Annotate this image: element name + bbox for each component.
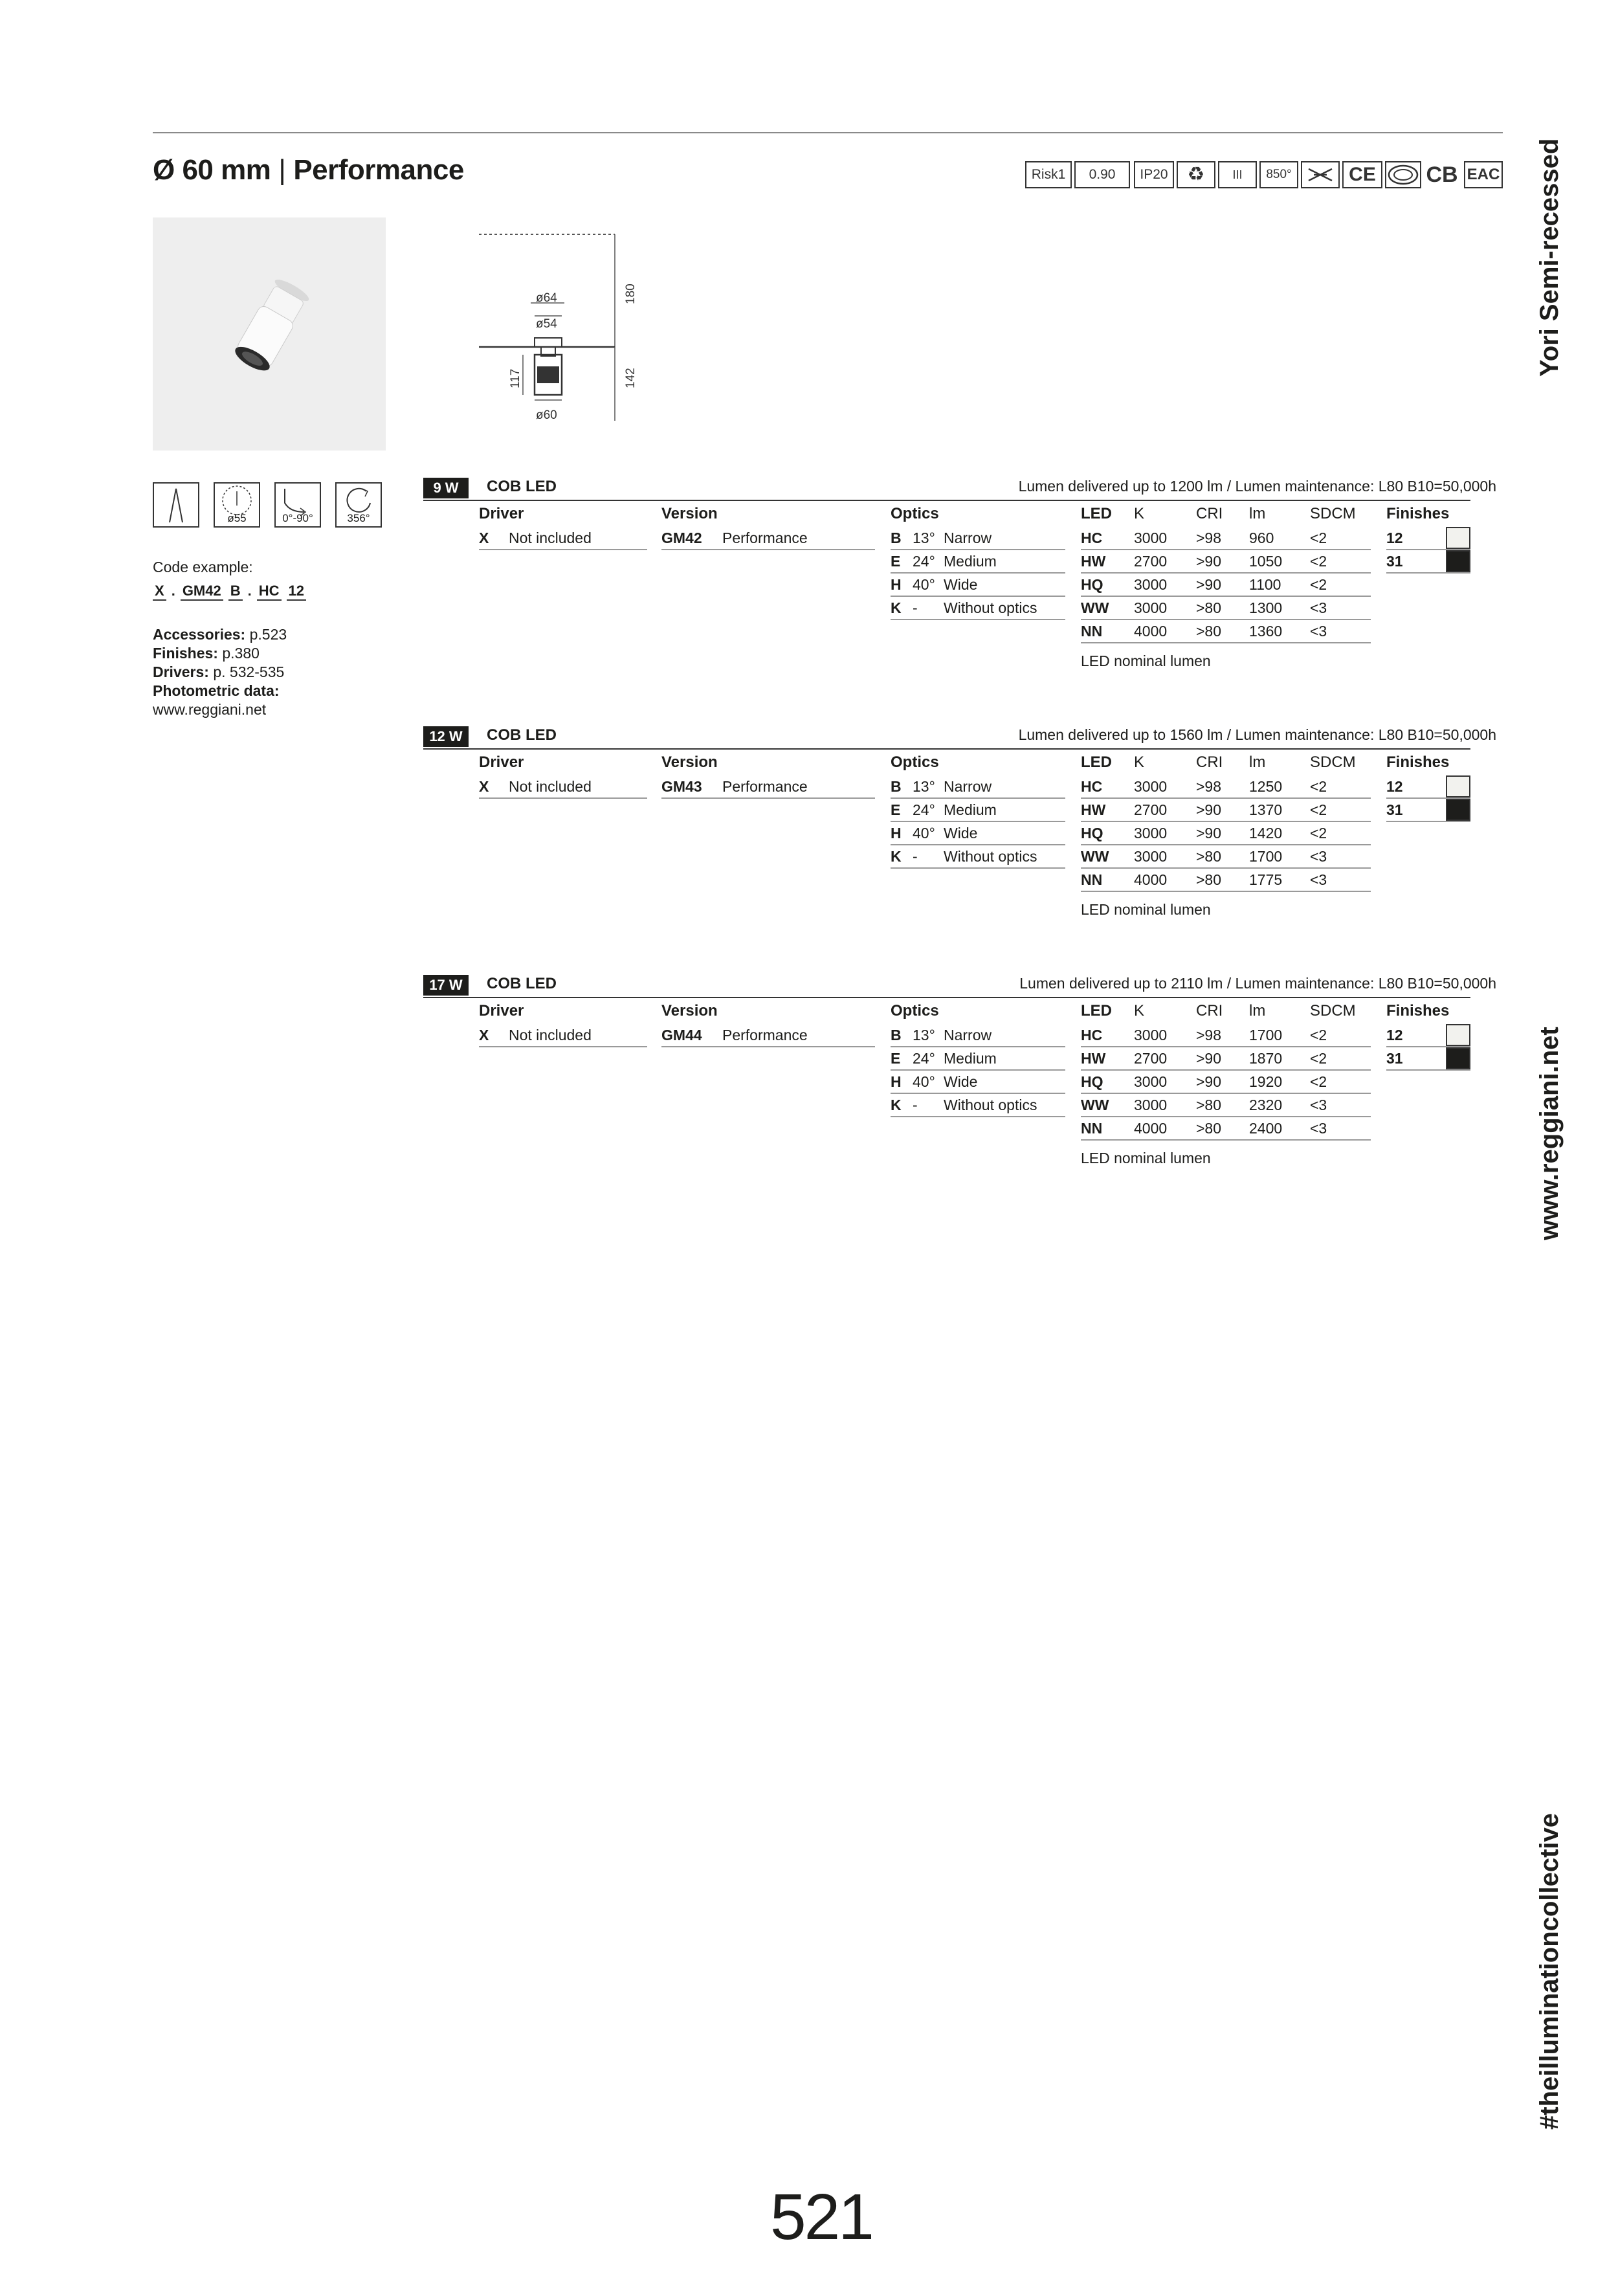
finish-rule: [1386, 572, 1470, 574]
beam-icon: [153, 482, 199, 528]
led-k: 3000: [1134, 778, 1168, 795]
version-name: Performance: [722, 529, 808, 546]
tilt-label: 0°-90°: [282, 512, 313, 524]
led-cri: >90: [1196, 825, 1222, 841]
led-sdcm: <2: [1310, 825, 1327, 841]
driver-header: Driver: [479, 505, 524, 522]
driver-code: X: [479, 1027, 489, 1043]
led-sdcm: <3: [1310, 1097, 1327, 1113]
title-name: Performance: [293, 154, 464, 186]
photometric-link[interactable]: www.reggiani.net: [153, 701, 267, 718]
optics-angle: 24°: [913, 801, 935, 818]
driver-rule: [479, 1046, 647, 1047]
optics-rule: [891, 844, 1065, 845]
accessories-ref: [153, 625, 287, 644]
finish-swatch[interactable]: [1446, 799, 1470, 821]
code-part-optics: B: [228, 583, 243, 601]
optics-angle: 13°: [913, 778, 935, 795]
lm-header: lm: [1249, 753, 1266, 771]
led-code: HC: [1081, 778, 1103, 795]
optics-angle: -: [913, 1097, 918, 1113]
eac-mark: EAC: [1464, 161, 1503, 188]
version-code: GM42: [661, 529, 702, 546]
optics-rule: [891, 619, 1065, 620]
led-k: 3000: [1134, 848, 1168, 865]
led-cri: >98: [1196, 778, 1222, 795]
led-note: LED nominal lumen: [1081, 652, 1211, 669]
power-factor-badge: 0.90: [1074, 161, 1130, 188]
version-rule: [661, 1046, 875, 1047]
led-k: 4000: [1134, 871, 1168, 888]
optics-rule: [891, 549, 1065, 550]
led-note: LED nominal lumen: [1081, 901, 1211, 918]
optics-name: Narrow: [944, 778, 992, 795]
finishes-header: Finishes: [1386, 753, 1450, 771]
version-header: Version: [661, 1002, 718, 1020]
led-lm: 1920: [1249, 1073, 1283, 1090]
led-cri: >98: [1196, 1027, 1222, 1043]
no-insulation-icon: [1301, 161, 1340, 188]
led-header: LED: [1081, 753, 1112, 771]
led-lm: 960: [1249, 529, 1274, 546]
dim-h117: 117: [509, 368, 522, 388]
optics-rule: [891, 1046, 1065, 1047]
ip-rating-badge: IP20: [1134, 161, 1174, 188]
led-sdcm: <3: [1310, 599, 1327, 616]
led-rule: [1081, 797, 1371, 799]
optics-name: Medium: [944, 801, 997, 818]
optics-name: Narrow: [944, 529, 992, 546]
finish-code: 12: [1386, 778, 1403, 795]
led-k: 3000: [1134, 1027, 1168, 1043]
website-vertical-label[interactable]: www.reggiani.net: [1535, 1027, 1564, 1240]
drivers-label: Drivers:: [153, 663, 209, 680]
led-k: 3000: [1134, 1097, 1168, 1113]
driver-name: Not included: [509, 778, 592, 795]
led-k: 2700: [1134, 1050, 1168, 1067]
version-header: Version: [661, 505, 718, 522]
driver-code: X: [479, 529, 489, 546]
code-example-label: Code example:: [153, 559, 253, 575]
photometric-ref: [153, 682, 280, 700]
led-code: HC: [1081, 1027, 1103, 1043]
watt-badge: 17 W: [423, 975, 469, 996]
led-sdcm: <3: [1310, 1120, 1327, 1137]
k-header: K: [1134, 1002, 1145, 1020]
finish-swatch[interactable]: [1446, 775, 1470, 797]
class-iii-icon: III: [1218, 161, 1257, 188]
sdcm-header: SDCM: [1310, 1002, 1356, 1020]
dim-d60: ø60: [536, 408, 557, 422]
version-header: Version: [661, 753, 718, 771]
title-separator: |: [278, 154, 286, 186]
led-code: NN: [1081, 1120, 1103, 1137]
finishes-header: Finishes: [1386, 1002, 1450, 1020]
watt-badge: 9 W: [423, 478, 469, 498]
optics-rule: [891, 1093, 1065, 1094]
finish-swatch[interactable]: [1446, 1047, 1470, 1069]
source-label: COB LED: [487, 478, 557, 495]
optics-header: Optics: [891, 505, 939, 522]
dim-d54: ø54: [536, 317, 557, 331]
version-name: Performance: [722, 778, 808, 795]
optics-code: B: [891, 529, 902, 546]
led-sdcm: <2: [1310, 1027, 1327, 1043]
led-cri: >90: [1196, 1050, 1222, 1067]
optics-code: B: [891, 778, 902, 795]
code-part-finish: 12: [287, 583, 306, 601]
optics-angle: -: [913, 599, 918, 616]
led-lm: 1700: [1249, 1027, 1283, 1043]
spotlight-image: [153, 217, 386, 451]
optics-code: E: [891, 553, 901, 570]
led-lm: 1250: [1249, 778, 1283, 795]
driver-rule: [479, 797, 647, 799]
optics-code: H: [891, 825, 902, 841]
finish-rule: [1386, 821, 1470, 822]
led-lm: 1300: [1249, 599, 1283, 616]
led-rule: [1081, 891, 1371, 892]
led-lm: 1420: [1249, 825, 1283, 841]
ce-mark: CE: [1342, 161, 1382, 188]
watt-badge: 12 W: [423, 726, 469, 747]
optics-name: Without optics: [944, 848, 1037, 865]
page-number: 521: [770, 2181, 872, 2253]
optics-code: H: [891, 576, 902, 593]
optics-code: K: [891, 1097, 902, 1113]
ccc-mark-icon: [1385, 161, 1421, 188]
led-k: 2700: [1134, 801, 1168, 818]
cb-mark: CB: [1426, 162, 1458, 187]
optics-rule: [891, 797, 1065, 799]
led-rule: [1081, 1093, 1371, 1094]
led-code: HQ: [1081, 1073, 1103, 1090]
optics-angle: 13°: [913, 1027, 935, 1043]
lumen-info: Lumen delivered up to 1200 lm / Lumen maintenance: L80 B10=50,000h: [1018, 478, 1496, 495]
led-sdcm: <2: [1310, 529, 1327, 546]
optics-header: Optics: [891, 753, 939, 771]
finish-code: 12: [1386, 529, 1403, 546]
k-header: K: [1134, 505, 1145, 522]
led-code: NN: [1081, 623, 1103, 640]
led-k: 3000: [1134, 1073, 1168, 1090]
ccc-mark-icon-svg: [1386, 162, 1420, 187]
led-code: HQ: [1081, 576, 1103, 593]
cri-header: CRI: [1196, 1002, 1223, 1020]
risk-group-badge: Risk1: [1025, 161, 1072, 188]
optics-name: Without optics: [944, 1097, 1037, 1113]
optics-code: K: [891, 848, 902, 865]
lumen-info: Lumen delivered up to 1560 lm / Lumen maintenance: L80 B10=50,000h: [1018, 726, 1496, 743]
version-name: Performance: [722, 1027, 808, 1043]
optics-angle: 13°: [913, 529, 935, 546]
code-example: X . GM42 B . HC 12: [153, 583, 311, 601]
finish-code: 31: [1386, 801, 1403, 818]
section-rule: [423, 500, 1470, 501]
finish-swatch[interactable]: [1446, 1024, 1470, 1046]
led-rule: [1081, 642, 1371, 643]
led-code: WW: [1081, 1097, 1109, 1113]
version-rule: [661, 549, 875, 550]
no-insulation-icon-svg: [1302, 162, 1338, 187]
accessories-label: Accessories:: [153, 626, 246, 643]
dim-h142: 142: [624, 368, 637, 388]
led-cri: >90: [1196, 801, 1222, 818]
source-label: COB LED: [487, 975, 557, 992]
code-part-version: GM42: [181, 583, 223, 601]
finish-swatch[interactable]: [1446, 527, 1470, 549]
optics-name: Wide: [944, 1073, 978, 1090]
cutout-icon: [214, 482, 260, 528]
led-rule: [1081, 572, 1371, 574]
optics-code: K: [891, 599, 902, 616]
led-lm: 2320: [1249, 1097, 1283, 1113]
led-rule: [1081, 867, 1371, 869]
product-photo: [153, 217, 386, 451]
finish-rule: [1386, 1069, 1470, 1071]
optics-rule: [891, 867, 1065, 869]
led-k: 3000: [1134, 576, 1168, 593]
led-rule: [1081, 1069, 1371, 1071]
lm-header: lm: [1249, 505, 1266, 522]
led-code: HQ: [1081, 825, 1103, 841]
hashtag-vertical-label: #theilluminationcollective: [1535, 1812, 1564, 2130]
optics-angle: 24°: [913, 553, 935, 570]
technical-drawing: [479, 227, 673, 434]
led-lm: 2400: [1249, 1120, 1283, 1137]
led-rule: [1081, 1046, 1371, 1047]
led-lm: 1870: [1249, 1050, 1283, 1067]
led-code: WW: [1081, 599, 1109, 616]
rotation-label: 356°: [347, 512, 370, 524]
lm-header: lm: [1249, 1002, 1266, 1020]
led-k: 3000: [1134, 599, 1168, 616]
finish-swatch[interactable]: [1446, 550, 1470, 572]
led-rule: [1081, 1116, 1371, 1117]
led-code: HC: [1081, 529, 1103, 546]
beam-icon-svg: [154, 484, 198, 526]
driver-name: Not included: [509, 529, 592, 546]
led-cri: >80: [1196, 1097, 1222, 1113]
led-sdcm: <3: [1310, 623, 1327, 640]
led-sdcm: <2: [1310, 553, 1327, 570]
accessories-value: p.523: [249, 626, 287, 643]
led-cri: >80: [1196, 623, 1222, 640]
driver-rule: [479, 549, 647, 550]
led-cri: >90: [1196, 576, 1222, 593]
optics-angle: -: [913, 848, 918, 865]
led-rule: [1081, 549, 1371, 550]
glow-wire-badge: 850°: [1259, 161, 1298, 188]
led-lm: 1360: [1249, 623, 1283, 640]
optics-angle: 24°: [913, 1050, 935, 1067]
optics-name: Medium: [944, 553, 997, 570]
led-k: 2700: [1134, 553, 1168, 570]
led-header: LED: [1081, 505, 1112, 522]
driver-code: X: [479, 778, 489, 795]
led-code: NN: [1081, 871, 1103, 888]
led-sdcm: <2: [1310, 1073, 1327, 1090]
led-rule: [1081, 1139, 1371, 1141]
recycle-icon: ♻: [1177, 161, 1215, 188]
optics-code: H: [891, 1073, 902, 1090]
finishes-header: Finishes: [1386, 505, 1450, 522]
driver-header: Driver: [479, 753, 524, 771]
optics-name: Without optics: [944, 599, 1037, 616]
optics-code: E: [891, 1050, 901, 1067]
finishes-ref: [153, 644, 260, 663]
led-note: LED nominal lumen: [1081, 1150, 1211, 1166]
led-cri: >90: [1196, 553, 1222, 570]
led-code: HW: [1081, 801, 1106, 818]
code-part-driver: X: [153, 583, 166, 601]
led-sdcm: <2: [1310, 801, 1327, 818]
finish-code: 12: [1386, 1027, 1403, 1043]
led-sdcm: <3: [1310, 848, 1327, 865]
drivers-value: p. 532-535: [213, 663, 285, 680]
led-rule: [1081, 596, 1371, 597]
sdcm-header: SDCM: [1310, 753, 1356, 771]
finishes-label: Finishes:: [153, 645, 218, 662]
led-sdcm: <2: [1310, 778, 1327, 795]
optics-rule: [891, 572, 1065, 574]
led-sdcm: <3: [1310, 871, 1327, 888]
k-header: K: [1134, 753, 1145, 771]
optics-angle: 40°: [913, 576, 935, 593]
cri-header: CRI: [1196, 753, 1223, 771]
led-k: 3000: [1134, 529, 1168, 546]
driver-name: Not included: [509, 1027, 592, 1043]
led-k: 3000: [1134, 825, 1168, 841]
optics-angle: 40°: [913, 1073, 935, 1090]
code-part-led: HC: [257, 583, 282, 601]
optics-rule: [891, 1116, 1065, 1117]
led-k: 4000: [1134, 1120, 1168, 1137]
led-sdcm: <2: [1310, 576, 1327, 593]
optics-header: Optics: [891, 1002, 939, 1020]
source-label: COB LED: [487, 726, 557, 744]
led-lm: 1370: [1249, 801, 1283, 818]
drivers-ref: [153, 663, 284, 682]
led-rule: [1081, 844, 1371, 845]
driver-header: Driver: [479, 1002, 524, 1020]
tilt-icon: [274, 482, 321, 528]
led-header: LED: [1081, 1002, 1112, 1020]
led-k: 4000: [1134, 623, 1168, 640]
version-code: GM44: [661, 1027, 702, 1043]
led-code: HW: [1081, 1050, 1106, 1067]
led-rule: [1081, 619, 1371, 620]
led-cri: >80: [1196, 848, 1222, 865]
dim-h180: 180: [624, 284, 637, 304]
dim-d64: ø64: [536, 291, 557, 305]
led-lm: 1050: [1249, 553, 1283, 570]
optics-name: Medium: [944, 1050, 997, 1067]
led-cri: >90: [1196, 1073, 1222, 1090]
rotation-icon: [335, 482, 382, 528]
sdcm-header: SDCM: [1310, 505, 1356, 522]
optics-rule: [891, 596, 1065, 597]
version-code: GM43: [661, 778, 702, 795]
led-rule: [1081, 821, 1371, 822]
led-lm: 1100: [1249, 576, 1281, 593]
led-code: HW: [1081, 553, 1106, 570]
optics-name: Wide: [944, 576, 978, 593]
finish-code: 31: [1386, 1050, 1403, 1067]
cutout-label: ø55: [227, 512, 247, 524]
photometric-label: Photometric data:: [153, 682, 280, 699]
optics-code: E: [891, 801, 901, 818]
led-lm: 1700: [1249, 848, 1283, 865]
led-cri: >80: [1196, 1120, 1222, 1137]
led-lm: 1775: [1249, 871, 1283, 888]
lumen-info: Lumen delivered up to 2110 lm / Lumen maintenance: L80 B10=50,000h: [1019, 975, 1496, 992]
family-vertical-label: Yori Semi-recessed: [1535, 138, 1564, 377]
version-rule: [661, 797, 875, 799]
optics-rule: [891, 821, 1065, 822]
optics-name: Narrow: [944, 1027, 992, 1043]
section-rule: [423, 997, 1470, 998]
led-code: WW: [1081, 848, 1109, 865]
optics-angle: 40°: [913, 825, 935, 841]
led-cri: >98: [1196, 529, 1222, 546]
section-rule: [423, 748, 1470, 750]
finish-code: 31: [1386, 553, 1403, 570]
optics-name: Wide: [944, 825, 978, 841]
led-sdcm: <2: [1310, 1050, 1327, 1067]
optics-rule: [891, 1069, 1065, 1071]
led-cri: >80: [1196, 599, 1222, 616]
cri-header: CRI: [1196, 505, 1223, 522]
title-size: Ø 60 mm: [153, 154, 271, 186]
page-title: [153, 154, 464, 186]
top-rule: [153, 132, 1503, 133]
led-cri: >80: [1196, 871, 1222, 888]
finishes-value: p.380: [222, 645, 260, 662]
optics-code: B: [891, 1027, 902, 1043]
